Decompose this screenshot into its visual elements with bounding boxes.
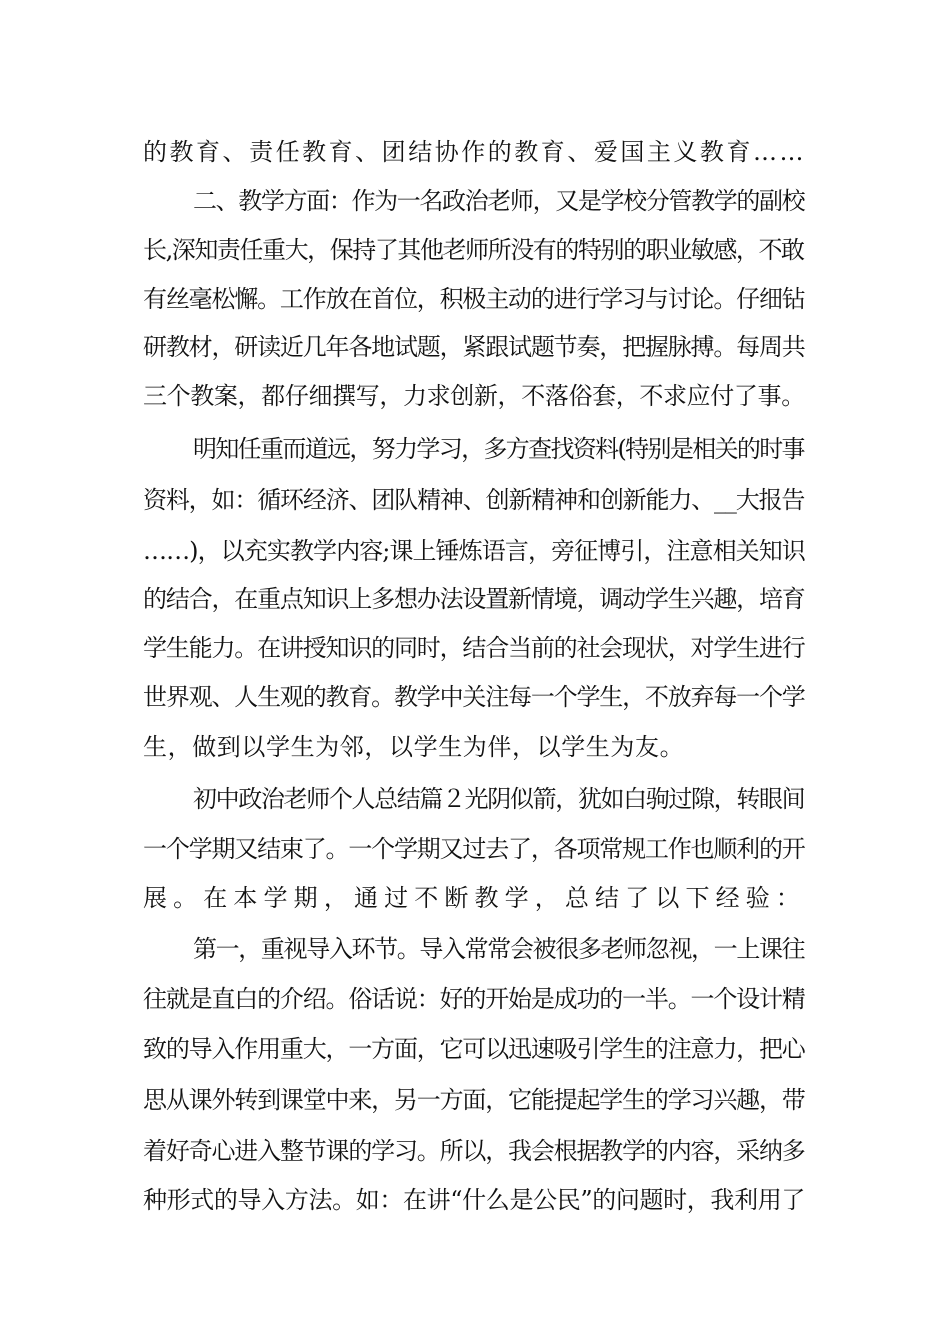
text-line: 初中政治老师个人总结篇２光阴似箭，犹如白驹过隙，转眼间	[193, 785, 805, 813]
text-line: 长,深知责任重大，保持了其他老师所没有的特别的职业敏感，不敢	[143, 236, 804, 264]
text-line: 有丝毫松懈。工作放在首位，积极主动的进行学习与讨论。仔细钻	[143, 285, 805, 313]
text-line: 世界观、人生观的教育。教学中关注每一个学生，不放弃每一个学	[143, 683, 805, 711]
text-line: 种形式的导入方法。如：在讲“什么是公民”的问题时，我利用了	[143, 1186, 805, 1214]
text-line: 第一，重视导入环节。导入常常会被很多老师忽视，一上课往	[193, 935, 805, 963]
text-line: ……)，以充实教学内容;课上锤炼语言，旁征博引，注意相关知识	[143, 537, 805, 565]
text-line: 的结合，在重点知识上多想办法设置新情境，调动学生兴趣，培育	[143, 585, 805, 613]
text-line: 致的导入作用重大，一方面，它可以迅速吸引学生的注意力，把心	[143, 1035, 805, 1063]
text-line: 往就是直白的介绍。俗话说：好的开始是成功的一半。一个设计精	[143, 985, 805, 1013]
text-line: 三个教案，都仔细撰写，力求创新，不落俗套，不求应付了事。	[143, 382, 805, 410]
text-line: 着好奇心进入整节课的学习。所以，我会根据教学的内容，采纳多	[143, 1137, 805, 1165]
text-line: 学生能力。在讲授知识的同时，结合当前的社会现状，对学生进行	[143, 634, 805, 662]
text-line: 研教材，研读近几年各地试题，紧跟试题节奏，把握脉搏。每周共	[143, 333, 805, 361]
text-line: 的教育、责任教育、团结协作的教育、爱国主义教育……	[143, 138, 806, 166]
text-line: 一个学期又结束了。一个学期又过去了，各项常规工作也顺利的开	[143, 835, 805, 863]
text-line: 生，做到以学生为邻，以学生为伴，以学生为友。	[143, 733, 685, 761]
text-line: 二、教学方面：作为一名政治老师，又是学校分管教学的副校	[193, 187, 805, 215]
text-line: 明知任重而道远，努力学习，多方查找资料(特别是相关的时事	[193, 435, 804, 463]
text-line: 资料，如：循环经济、团队精神、创新精神和创新能力、__大报告	[143, 486, 805, 514]
text-line: 展。在本学期，通过不断教学，总结了以下经验：	[143, 884, 807, 912]
text-line: 思从课外转到课堂中来，另一方面，它能提起学生的学习兴趣，带	[143, 1086, 805, 1114]
